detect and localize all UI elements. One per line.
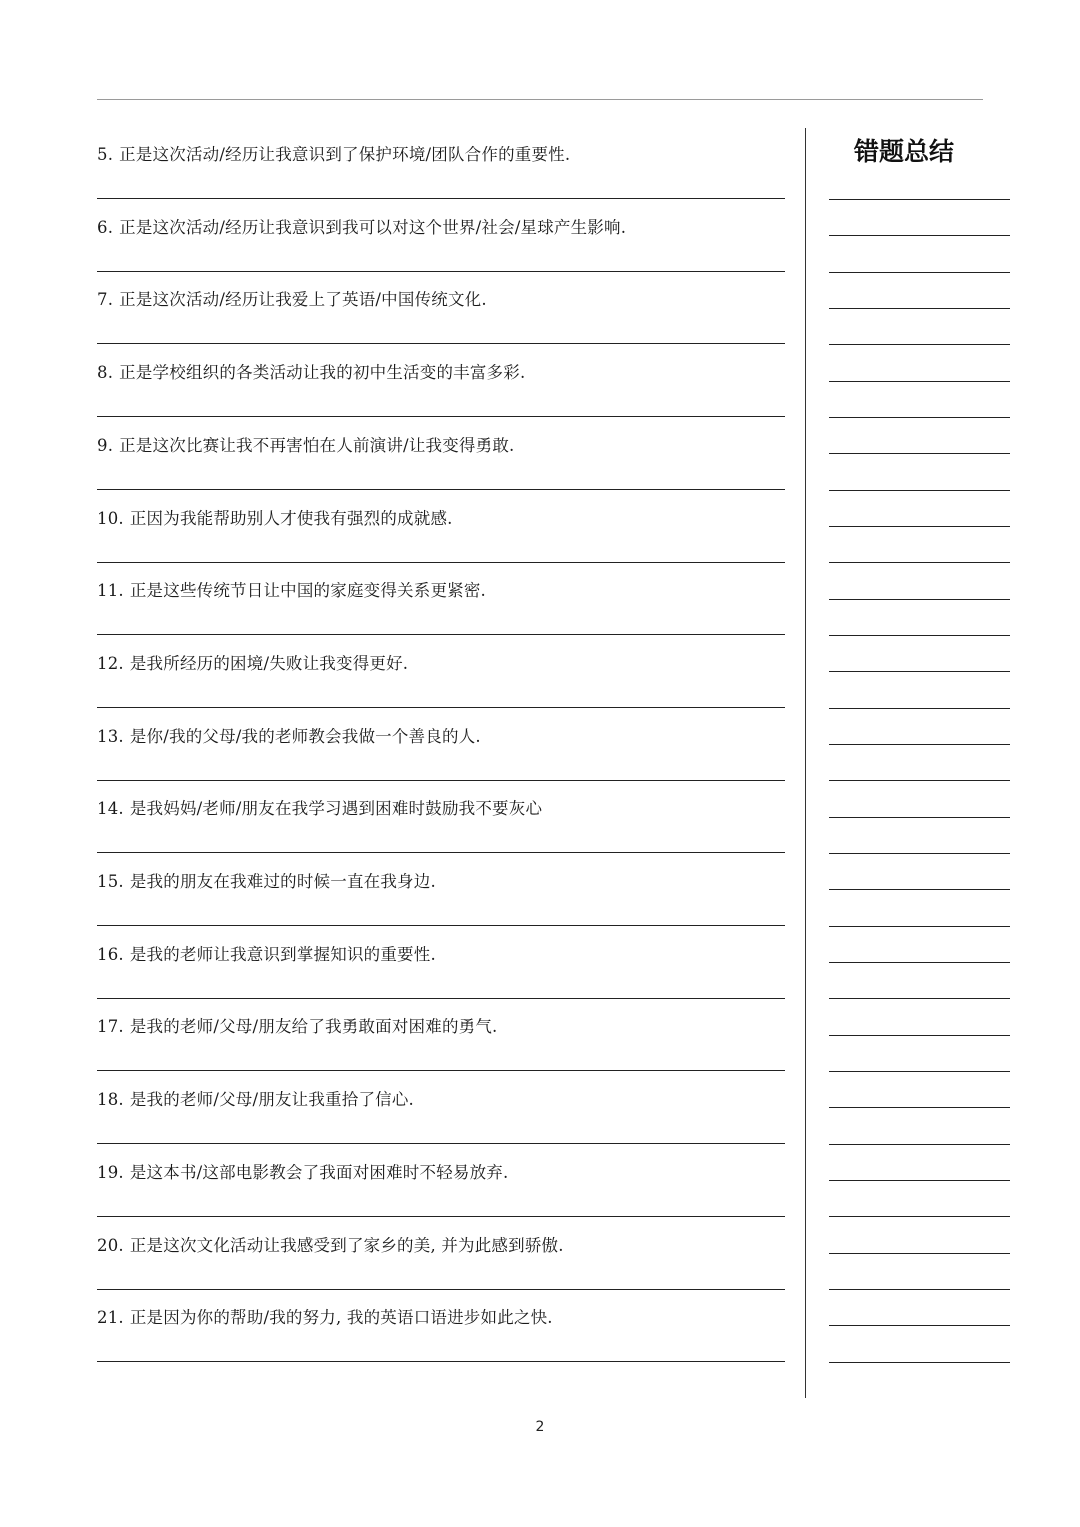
question-sentence: 正因为我能帮助别人才使我有强烈的成就感. bbox=[129, 508, 453, 528]
question-number: 8. bbox=[97, 363, 114, 383]
summary-line[interactable] bbox=[829, 417, 1010, 418]
question-text bbox=[97, 581, 486, 601]
answer-line[interactable] bbox=[97, 1070, 785, 1071]
question-text bbox=[97, 1163, 508, 1183]
question-item bbox=[97, 654, 785, 726]
question-item bbox=[97, 799, 785, 871]
question-number: 5. bbox=[97, 145, 114, 164]
question-text bbox=[97, 1308, 553, 1328]
summary-line[interactable] bbox=[829, 998, 1010, 999]
question-sentence: 是我的朋友在我难过的时候一直在我身边. bbox=[129, 872, 436, 891]
page-number: 2 bbox=[535, 1419, 545, 1435]
question-text bbox=[97, 654, 408, 674]
question-item bbox=[97, 145, 785, 217]
summary-line[interactable] bbox=[829, 308, 1010, 309]
question-sentence: 正是这次活动/经历让我意识到我可以对这个世界/社会/星球产生影响. bbox=[119, 217, 627, 237]
column-divider bbox=[805, 128, 806, 1398]
question-text bbox=[97, 145, 570, 165]
question-text bbox=[97, 1090, 414, 1110]
summary-line[interactable] bbox=[829, 1362, 1010, 1363]
question-text bbox=[97, 218, 626, 238]
question-sentence: 是我的老师/父母/朋友让我重拾了信心. bbox=[129, 1090, 415, 1110]
question-number: 6. bbox=[97, 217, 114, 237]
answer-line[interactable] bbox=[97, 852, 785, 853]
question-sentence: 正是学校组织的各类活动让我的初中生活变的丰富多彩. bbox=[119, 363, 526, 383]
question-item bbox=[97, 1163, 785, 1235]
summary-line[interactable] bbox=[829, 1180, 1010, 1181]
summary-line[interactable] bbox=[829, 889, 1010, 890]
question-text bbox=[97, 363, 525, 383]
question-item bbox=[97, 1017, 785, 1089]
summary-line[interactable] bbox=[829, 780, 1010, 781]
question-text bbox=[97, 799, 542, 819]
answer-line[interactable] bbox=[97, 780, 785, 781]
summary-line[interactable] bbox=[829, 1325, 1010, 1326]
question-item bbox=[97, 363, 785, 435]
answer-line[interactable] bbox=[97, 271, 785, 272]
question-number: 21. bbox=[97, 1308, 124, 1328]
answer-line[interactable] bbox=[97, 1289, 785, 1290]
summary-line[interactable] bbox=[829, 1253, 1010, 1254]
summary-line[interactable] bbox=[829, 526, 1010, 527]
question-item bbox=[97, 436, 785, 508]
summary-line[interactable] bbox=[829, 381, 1010, 382]
question-text bbox=[97, 290, 487, 310]
question-number: 14. bbox=[97, 799, 124, 819]
summary-line[interactable] bbox=[829, 1216, 1010, 1217]
question-text bbox=[97, 509, 453, 529]
summary-line[interactable] bbox=[829, 272, 1010, 273]
question-number: 19. bbox=[97, 1162, 124, 1182]
question-sentence: 正是这次比赛让我不再害怕在人前演讲/让我变得勇敢. bbox=[119, 435, 515, 455]
summary-line[interactable] bbox=[829, 1107, 1010, 1108]
summary-line[interactable] bbox=[829, 1035, 1010, 1036]
summary-line[interactable] bbox=[829, 1144, 1010, 1145]
question-item bbox=[97, 218, 785, 290]
summary-line[interactable] bbox=[829, 1289, 1010, 1290]
question-text bbox=[97, 727, 481, 747]
answer-line[interactable] bbox=[97, 489, 785, 490]
question-sentence: 是你/我的父母/我的老师教会我做一个善良的人. bbox=[129, 726, 481, 746]
question-number: 9. bbox=[97, 435, 114, 455]
question-text bbox=[97, 1017, 498, 1037]
question-number: 7. bbox=[97, 290, 114, 310]
answer-line[interactable] bbox=[97, 707, 785, 708]
summary-line[interactable] bbox=[829, 199, 1010, 200]
summary-line[interactable] bbox=[829, 671, 1010, 672]
question-sentence: 是这本书/这部电影教会了我面对困难时不轻易放弃. bbox=[129, 1162, 509, 1182]
question-item bbox=[97, 509, 785, 581]
question-item bbox=[97, 872, 785, 944]
answer-line[interactable] bbox=[97, 416, 785, 417]
answer-line[interactable] bbox=[97, 1361, 785, 1362]
summary-line[interactable] bbox=[829, 1071, 1010, 1072]
question-item bbox=[97, 1236, 785, 1308]
question-sentence: 正是这次活动/经历让我意识到了保护环境/团队合作的重要性. bbox=[119, 145, 571, 164]
summary-line[interactable] bbox=[829, 926, 1010, 927]
question-item bbox=[97, 581, 785, 653]
question-sentence: 正是这些传统节日让中国的家庭变得关系更紧密. bbox=[129, 581, 486, 601]
answer-line[interactable] bbox=[97, 343, 785, 344]
question-sentence: 是我所经历的困境/失败让我变得更好. bbox=[129, 653, 409, 673]
question-sentence: 是我妈妈/老师/朋友在我学习遇到困难时鼓励我不要灰心 bbox=[129, 799, 543, 819]
question-item bbox=[97, 290, 785, 362]
question-text bbox=[97, 1236, 564, 1256]
question-text bbox=[97, 945, 436, 965]
question-item bbox=[97, 727, 785, 799]
question-item bbox=[97, 945, 785, 1017]
summary-line[interactable] bbox=[829, 817, 1010, 818]
summary-line[interactable] bbox=[829, 599, 1010, 600]
question-number: 11. bbox=[97, 581, 124, 601]
question-sentence: 正是这次活动/经历让我爱上了英语/中国传统文化. bbox=[119, 290, 487, 310]
answer-line[interactable] bbox=[97, 998, 785, 999]
question-item bbox=[97, 1090, 785, 1162]
summary-line[interactable] bbox=[829, 453, 1010, 454]
question-number: 10. bbox=[97, 508, 124, 528]
answer-line[interactable] bbox=[97, 1216, 785, 1217]
summary-lines bbox=[829, 0, 1010, 1400]
question-number: 16. bbox=[97, 944, 124, 964]
summary-title: 错题总结 bbox=[853, 137, 954, 166]
summary-line[interactable] bbox=[829, 962, 1010, 963]
summary-line[interactable] bbox=[829, 562, 1010, 563]
summary-line[interactable] bbox=[829, 235, 1010, 236]
answer-line[interactable] bbox=[97, 198, 785, 199]
question-number: 15. bbox=[97, 872, 124, 891]
question-number: 12. bbox=[97, 653, 124, 673]
question-sentence: 是我的老师/父母/朋友给了我勇敢面对困难的勇气. bbox=[129, 1017, 498, 1037]
answer-line[interactable] bbox=[97, 634, 785, 635]
question-sentence: 正是这次文化活动让我感受到了家乡的美, 并为此感到骄傲. bbox=[129, 1235, 564, 1255]
summary-line[interactable] bbox=[829, 708, 1010, 709]
answer-line[interactable] bbox=[97, 562, 785, 563]
question-number: 17. bbox=[97, 1017, 124, 1037]
summary-line[interactable] bbox=[829, 853, 1010, 854]
summary-line[interactable] bbox=[829, 490, 1010, 491]
question-text bbox=[97, 872, 436, 892]
summary-line[interactable] bbox=[829, 344, 1010, 345]
question-number: 18. bbox=[97, 1090, 124, 1110]
question-text bbox=[97, 436, 514, 456]
summary-line[interactable] bbox=[829, 635, 1010, 636]
question-sentence: 是我的老师让我意识到掌握知识的重要性. bbox=[129, 944, 436, 964]
question-sentence: 正是因为你的帮助/我的努力, 我的英语口语进步如此之快. bbox=[129, 1308, 553, 1328]
answer-line[interactable] bbox=[97, 1143, 785, 1144]
question-item bbox=[97, 1308, 785, 1380]
summary-line[interactable] bbox=[829, 744, 1010, 745]
question-number: 20. bbox=[97, 1235, 124, 1255]
answer-line[interactable] bbox=[97, 925, 785, 926]
question-number: 13. bbox=[97, 726, 124, 746]
